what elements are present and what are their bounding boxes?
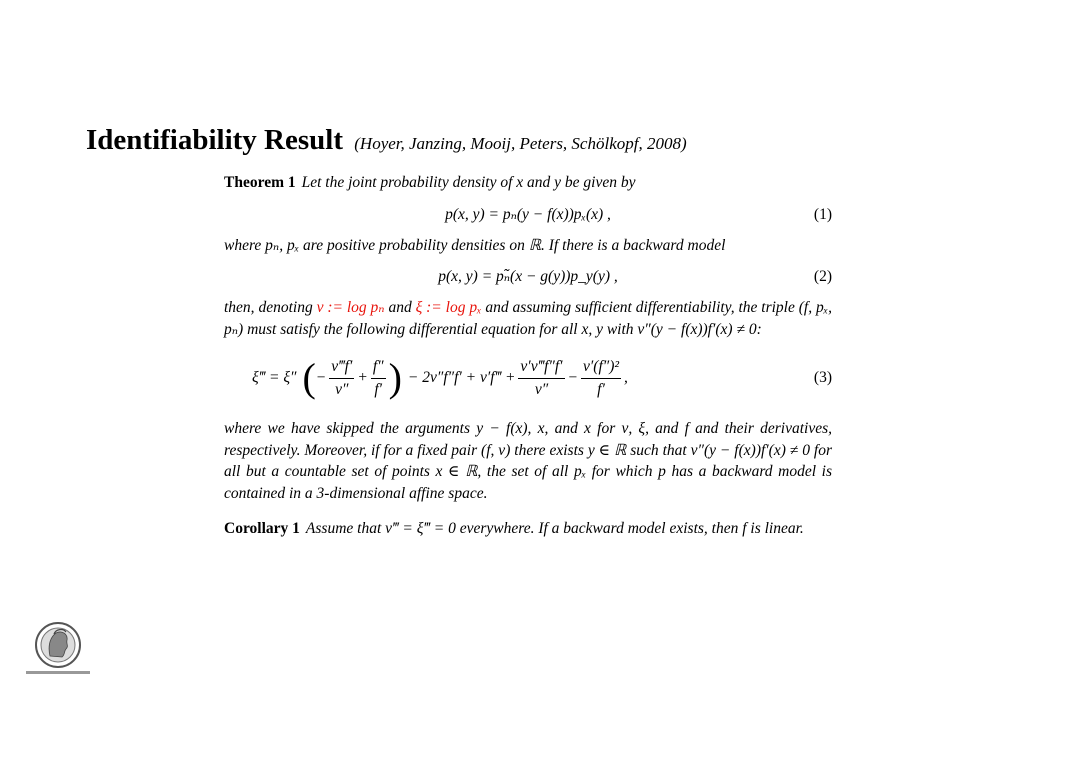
equation-2-number: (2): [813, 268, 832, 285]
equation-1-expr: p(x, y) = pₙ(y − f(x))pₓ(x) ,: [445, 205, 611, 223]
title-authors: (Hoyer, Janzing, Mooij, Peters, Schölkopf, 2008): [354, 134, 687, 153]
theorem-intro-text: Let the joint probability density of x and y be given by: [301, 174, 636, 191]
eq3-fraction-3: [518, 357, 564, 400]
text3-a: then, denoting: [224, 299, 313, 316]
equation-2: [224, 259, 832, 293]
eq3-f2-numerator: f″: [371, 357, 386, 379]
theorem-block: [224, 172, 832, 540]
theorem-text-3: [224, 297, 832, 340]
theorem-intro: [224, 172, 832, 194]
corollary: [224, 518, 832, 540]
eq3-f3-denominator: ν″: [534, 380, 549, 398]
equation-1-number: (1): [813, 205, 832, 223]
title-main: Identifiability Result: [86, 124, 343, 156]
eq3-f4-numerator: ν′(f″)²: [581, 357, 621, 379]
equation-3-expr: ξ‴ = ξ″ ( − $\frac{\nu‴f'}{\nu''}$ + $\frac{f''}{f'}$ ) − 2ν″f″f′ + ν′f‴ + $\frac{\nu'\nu‴f''f'}{\nu''}$ − $\frac{\text{ν′(f″)²}}{f'}$ ,: [252, 355, 628, 400]
eq3-f1-denominator: ν″: [335, 380, 349, 398]
eq3-fraction-2: [371, 357, 386, 400]
corollary-text: Assume that ν‴ = ξ‴ = 0 everywhere. If a backward model exists, then f is linear.: [305, 520, 804, 537]
theorem-text-2: where pₙ, pₓ are positive probability densities on ℝ. If there is a backward model: [224, 236, 726, 254]
eq3-close-paren: ): [388, 355, 402, 400]
xi-definition: ξ := log pₓ: [415, 299, 482, 316]
eq3-fraction-4: [581, 357, 621, 400]
text3-and: and: [388, 299, 412, 316]
max-planck-minerva-logo-icon: [22, 618, 94, 680]
eq3-f4-denominator: f′: [597, 380, 605, 398]
equation-3: [224, 348, 832, 408]
eq3-f2-denominator: f′: [374, 380, 383, 398]
equation-1: [224, 197, 832, 231]
text3-b: and assuming sufficient differentiability, the triple (f, pₓ, pₙ) must satisfy the following differential equation for all x, y with ν″(y − f(x))f′(x) ≠ 0:: [224, 299, 833, 338]
eq3-lhs: ξ‴ = ξ″: [252, 369, 297, 387]
eq3-f1-numerator: ν‴f′: [329, 357, 354, 379]
slide-title: [86, 124, 687, 157]
eq3-f3-numerator: ν′ν‴f″f′: [518, 357, 564, 379]
corollary-label: Corollary 1: [224, 520, 300, 537]
equation-3-number: (3): [813, 369, 832, 386]
eq3-fraction-1: [329, 357, 354, 400]
eq3-open-paren: (: [302, 355, 316, 400]
equation-2-expr: p(x, y) = pₙ̃(x − g(y))p_y(y) ,: [438, 268, 618, 285]
theorem-text-4: where we have skipped the arguments y − f(x), x, and x for ν, ξ, and f and their derivatives, respectively. Moreover, if for a fixed pair (f, ν) there exists y ∈ ℝ such that ν″(y − f(x))f′(x) ≠ 0 for all but a countable set of points x ∈ ℝ, the set of all pₓ for which p has a backward model is contained in a 3-dimensional affine space.: [224, 420, 832, 502]
eq3-middle-terms: − 2ν″f″f′ + ν′f‴ +: [407, 369, 516, 387]
theorem-label: Theorem 1: [224, 174, 296, 191]
nu-definition: ν := log pₙ: [316, 299, 385, 316]
